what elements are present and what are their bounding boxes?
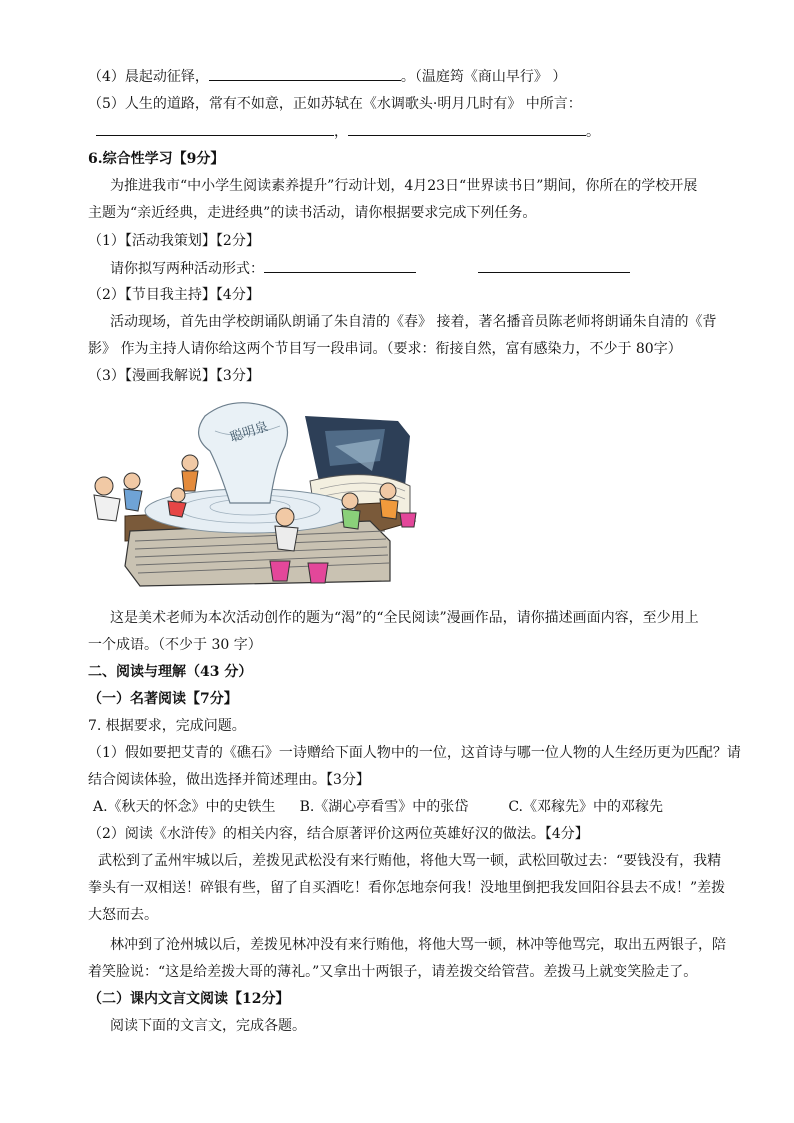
q7-1-options	[93, 797, 663, 817]
read-prompt: 阅读下面的文言文，完成各题。	[110, 1018, 306, 1034]
q7-title: 7. 根据要求，完成问题。	[88, 718, 246, 734]
answer-blank[interactable]	[209, 66, 401, 81]
linchong-text-2: 着笑脸说：“这是给差拨大哥的薄礼。”又拿出十两银子，请差拨交给管营。差拨马上就变笑脸走了。	[88, 964, 698, 980]
q6-title: 6.综合性学习【9分】	[88, 151, 225, 167]
period: 。	[586, 124, 600, 140]
option-b[interactable]: B.《湖心亭看雪》中的张岱	[299, 799, 469, 815]
comma: ，	[334, 124, 348, 140]
q6-1-title: （1）【活动我策划】【2分】	[88, 233, 260, 249]
wusong-text-1: 武松到了孟州牢城以后，差拨见武松没有来行贿他，将他大骂一顿，武松回敬过去：“要钱没有，我精	[98, 853, 722, 869]
q6-3-text-1: 这是美术老师为本次活动创作的题为“渴”的“全民阅读”漫画作品，请你描述画面内容，至少用上	[110, 610, 699, 626]
q7-1-text-2: 结合阅读体验，做出选择并简述理由。【3分】	[88, 772, 370, 788]
q6-2-text-2: 影》 作为主持人请你给这两个节目写一段串词。（要求：衔接自然，富有感染力，不少于 80字）	[88, 341, 682, 357]
section-2-2-title: （二）课内文言文阅读【12分】	[88, 991, 290, 1007]
wusong-text-2: 拳头有一双相送！碎银有些，留了自买酒吃！看你怎地奈何我！没地里倒把我发回阳谷县去不成！”差拨	[88, 880, 726, 896]
linchong-text-1: 林冲到了沧州城以后，差拨见林冲没有来行贿他，将他大骂一顿，林冲等他骂完，取出五两银子，陪	[110, 937, 726, 953]
q6-1-ask-line	[110, 258, 630, 279]
q7-2-title: （2）阅读《水浒传》的相关内容，结合原著评价这两位英雄好汉的做法。【4分】	[88, 826, 589, 842]
answer-blank[interactable]	[478, 258, 630, 273]
q5-answer-line	[96, 121, 600, 142]
option-a[interactable]: A.《秋天的怀念》中的史铁生	[93, 799, 276, 815]
q6-intro-2: 主题为“亲近经典，走进经典”的读书活动，请你根据要求完成下列任务。	[88, 205, 537, 221]
q4-source: 。（温庭筠《商山早行》 ）	[400, 69, 567, 85]
q7-1-text-1: （1）假如要把艾青的《礁石》一诗赠给下面人物中的一位，这首诗与哪一位人物的人生经历更为匹配？请	[88, 745, 741, 761]
fountain-caption: 聪明泉	[228, 419, 271, 446]
q4-text: （4）晨起动征铎，	[88, 69, 209, 85]
wusong-text-3: 大怒而去。	[88, 907, 158, 923]
q5-line: （5）人生的道路，常有不如意，正如苏轼在《水调歌头·明月几时有》 中所言：	[88, 96, 582, 112]
reading-cartoon-image	[80, 391, 437, 599]
q6-3-text-2: 一个成语。（不少于 30 字）	[88, 637, 262, 653]
q4-line	[88, 66, 566, 87]
section-2-1-title: （一）名著阅读【7分】	[88, 691, 238, 707]
q6-3-title: （3）【漫画我解说】【3分】	[88, 368, 260, 384]
option-c[interactable]: C.《邓稼先》中的邓稼先	[508, 799, 663, 815]
answer-blank[interactable]	[96, 121, 334, 136]
q6-1-ask: 请你拟写两种活动形式：	[110, 261, 264, 277]
q6-intro-1: 为推进我市“中小学生阅读素养提升”行动计划，4月23日“世界读书日”期间，你所在的学校开展	[110, 178, 698, 194]
answer-blank[interactable]	[264, 258, 416, 273]
answer-blank[interactable]	[348, 121, 586, 136]
q6-2-title: （2）【节目我主持】【4分】	[88, 287, 260, 303]
section-2-title: 二、阅读与理解（43 分）	[88, 664, 253, 680]
q6-2-text-1: 活动现场，首先由学校朗诵队朗诵了朱自清的《春》 接着，著名播音员陈老师将朗诵朱自清的《背	[110, 314, 717, 330]
